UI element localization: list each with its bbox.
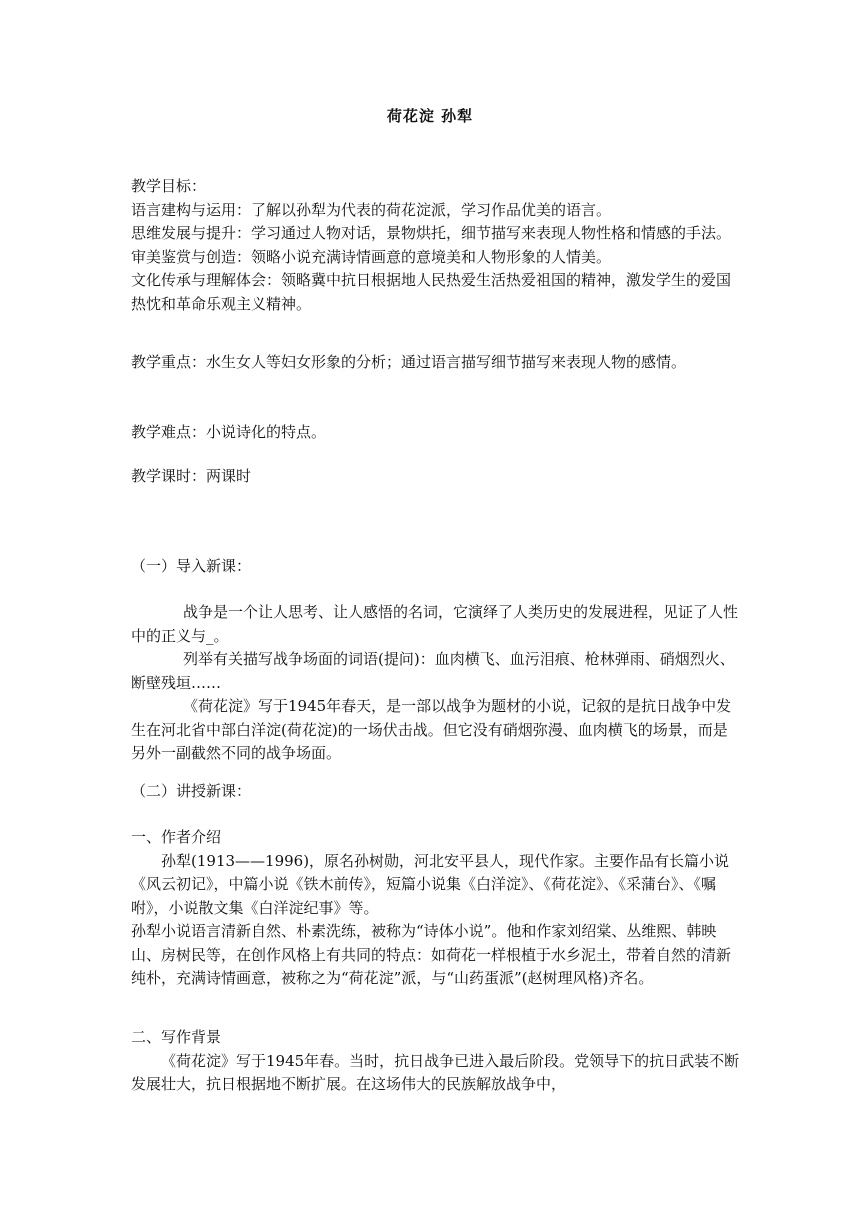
background-heading: 二、写作背景 [131,1028,222,1046]
intro-paragraph: 战争是一个让人思考、让人感悟的名词，它演绎了人类历史的发展进程，见证了人性中的正义与_。 [131,603,739,645]
section1-heading: （一）导入新课： [131,557,252,575]
objective-item: 思维发展与提升：学习通过人物对话，景物烘托，细节描写来表现人物性格和情感的手法。 [131,224,732,242]
objective-item: 审美鉴赏与创造：领略小说充满诗情画意的意境美和人物形象的人情美。 [131,247,612,266]
key-points: 教学重点：水生女人等妇女形象的分析；通过语言描写细节描写来表现人物的感情。 [131,353,687,371]
intro-paragraph: 《荷花淀》写于1945年春天，是一部以战争为题材的小说，记叙的是抗日战争中发生在河北省中部白洋淀(荷花淀)的一场伏击战。但它没有硝烟弥漫、血肉横飞的场景，而是另外一副截然不同的战争场面。 [131,697,732,762]
author-paragraph: 孙犁(1913——1996)，原名孙树勋，河北安平县人，现代作家。主要作品有长篇小说《风云初记》，中篇小说《铁木前传》，短篇小说集《白洋淀》、《荷花淀》、《采蒲台》、《嘱咐》，小说散文集《白洋淀纪事》等。 [131,851,730,917]
intro-paragraph: 列举有关描写战争场面的词语(提问)：血肉横飞、血污泪痕、枪林弹雨、硝烟烈火、断壁残垣…… [131,650,735,692]
objectives-block [131,175,731,316]
section1-body [131,601,741,766]
objective-item: 语言建构与运用：了解以孙犁为代表的荷花淀派，学习作品优美的语言。 [131,200,612,219]
teaching-hours: 教学课时：两课时 [131,467,252,485]
difficulty: 教学难点：小说诗化的特点。 [131,423,327,441]
author-heading: 一、作者介绍 [131,828,222,846]
background-paragraph: 《荷花淀》写于1945年春。当时，抗日战争已进入最后阶段。党领导下的抗日武装不断发展壮大，抗日根据地不断扩展。在这场伟大的民族解放战争中， [131,1051,740,1093]
author-section [131,826,741,991]
objective-item: 文化传承与理解体会：领略冀中抗日根据地人民热爱生活热爱祖国的精神，激发学生的爱国热忱和革命乐观主义精神。 [131,271,732,313]
section2-heading: （二）讲授新课： [131,782,252,800]
document-title: 荷花淀 孙犁 [386,107,474,125]
objectives-heading: 教学目标： [131,177,207,195]
background-section [131,1026,741,1097]
author-paragraph: 孙犁小说语言清新自然、朴素洗练，被称为“诗体小说”。他和作家刘绍棠、丛维熙、韩映山、房树民等，在创作风格上有共同的特点：如荷花一样根植于水乡泥土，带着自然的清新纯朴，充满诗情画意，被称之为“荷花淀”派，与“山药蛋派”(赵树理风格)齐名。 [131,922,732,987]
